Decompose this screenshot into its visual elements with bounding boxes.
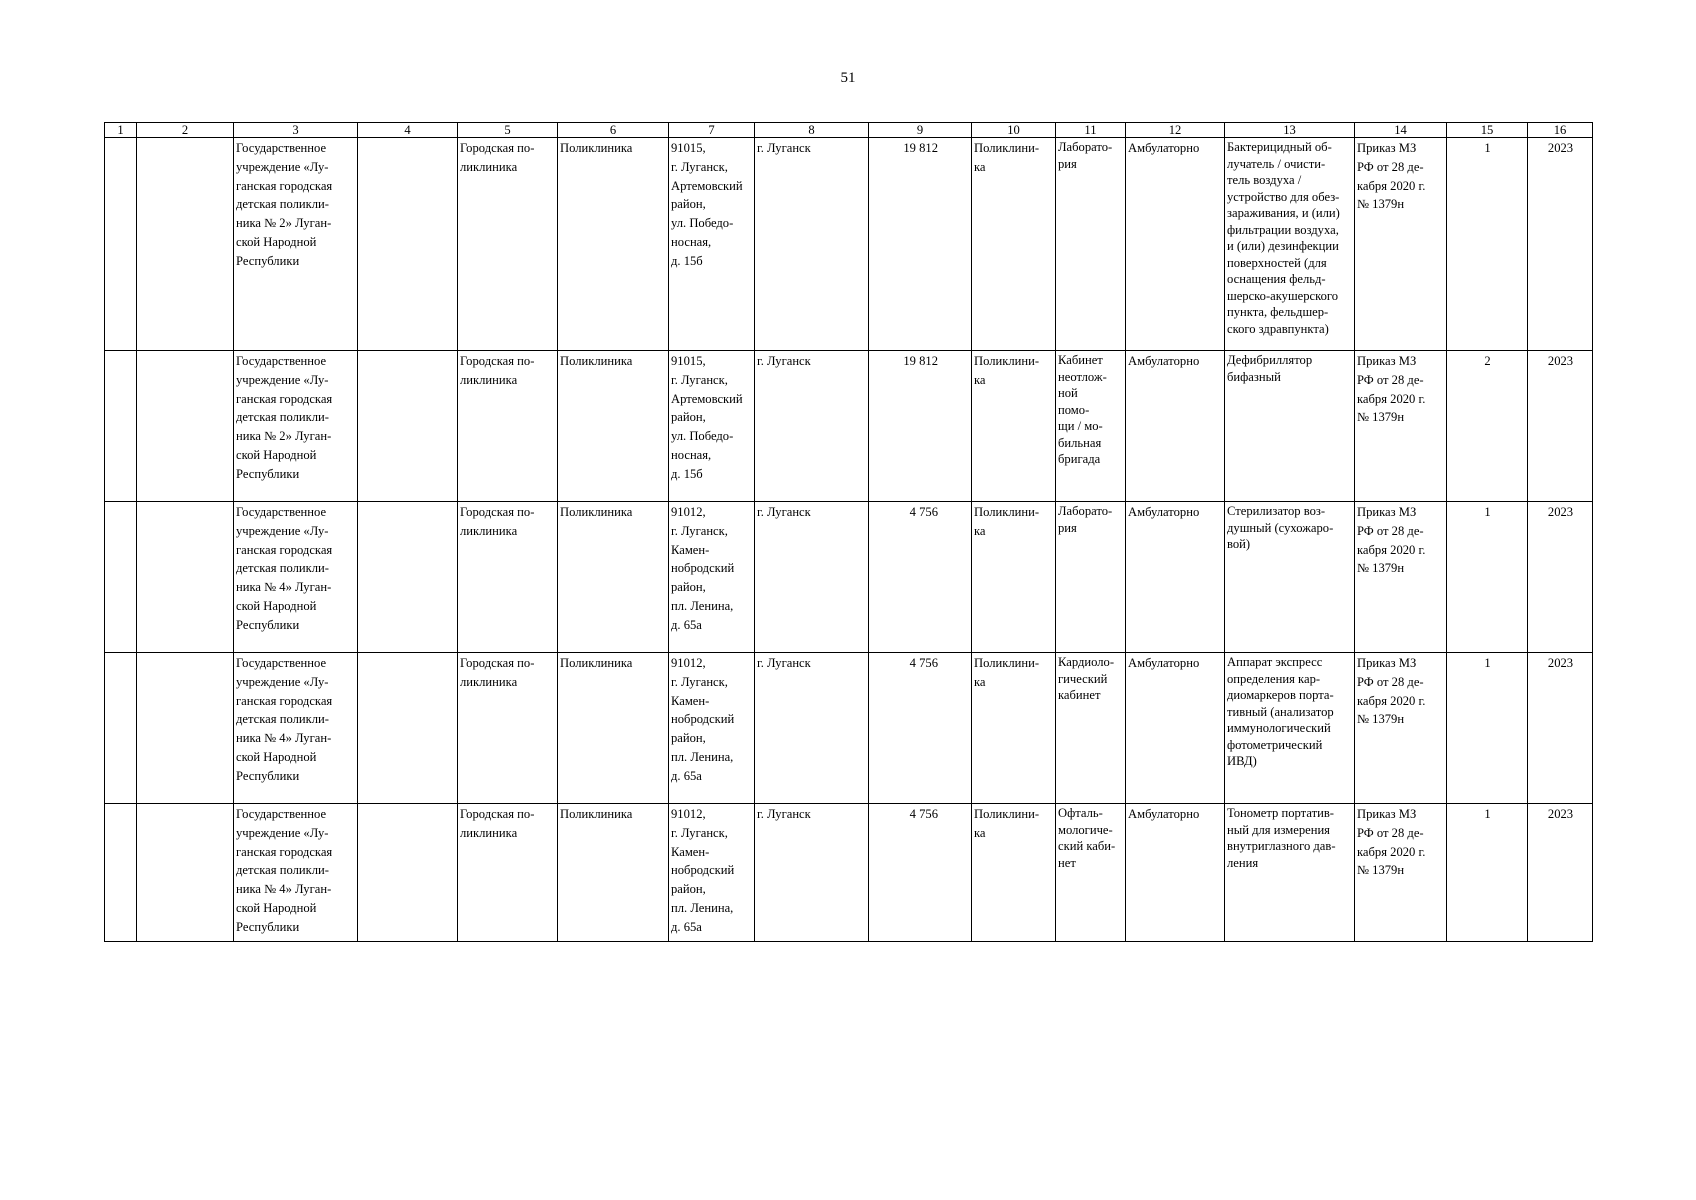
cell-col-7: 91015, г. Луганск, Артемовский район, ул. Победо- носная, д. 15б (669, 138, 755, 351)
cell-col-16: 2023 (1528, 351, 1593, 502)
cell-col-12: Амбулаторно (1126, 804, 1225, 942)
cell-col-5: Городская по- ликлиника (458, 502, 558, 653)
cell-col-1 (105, 502, 137, 653)
cell-col-2 (137, 351, 234, 502)
cell-col-15: 1 (1447, 653, 1528, 804)
cell-col-8: г. Луганск (755, 502, 869, 653)
cell-col-15: 1 (1447, 502, 1528, 653)
cell-col-10: Поликлини- ка (972, 502, 1056, 653)
cell-col-4 (358, 138, 458, 351)
cell-col-6: Поликлиника (558, 351, 669, 502)
cell-col-11: Лаборато- рия (1056, 138, 1126, 351)
cell-col-14: Приказ МЗ РФ от 28 де- кабря 2020 г. № 1379н (1355, 804, 1447, 942)
cell-col-3: Государственное учреждение «Лу- ганская городская детская поликли- ника № 4» Луган- ской Народной Республики (234, 804, 358, 942)
cell-col-12: Амбулаторно (1126, 502, 1225, 653)
cell-col-1 (105, 653, 137, 804)
cell-col-5: Городская по- ликлиника (458, 804, 558, 942)
column-number-7: 7 (669, 123, 755, 138)
cell-col-9: 4 756 (869, 653, 972, 804)
cell-col-10: Поликлини- ка (972, 138, 1056, 351)
cell-col-15: 1 (1447, 804, 1528, 942)
cell-col-9: 19 812 (869, 138, 972, 351)
cell-col-6: Поликлиника (558, 653, 669, 804)
cell-col-12: Амбулаторно (1126, 351, 1225, 502)
cell-col-1 (105, 351, 137, 502)
cell-col-1 (105, 138, 137, 351)
column-number-13: 13 (1225, 123, 1355, 138)
cell-col-13: Аппарат экспресс определения кар- диомаркеров порта- тивный (анализатор иммунологический фотометрический ИВД) (1225, 653, 1355, 804)
cell-col-4 (358, 653, 458, 804)
column-number-8: 8 (755, 123, 869, 138)
cell-col-12: Амбулаторно (1126, 653, 1225, 804)
column-number-4: 4 (358, 123, 458, 138)
equipment-table (104, 122, 1593, 942)
cell-col-11: Лаборато- рия (1056, 502, 1126, 653)
cell-col-13: Дефибриллятор бифазный (1225, 351, 1355, 502)
column-number-11: 11 (1056, 123, 1126, 138)
cell-col-10: Поликлини- ка (972, 804, 1056, 942)
cell-col-7: 91012, г. Луганск, Камен- нобродский район, пл. Ленина, д. 65а (669, 804, 755, 942)
cell-col-16: 2023 (1528, 804, 1593, 942)
cell-col-10: Поликлини- ка (972, 653, 1056, 804)
table-body (105, 138, 1593, 942)
cell-col-11: Кабинет неотлож- ной помо- щи / мо- бильная бригада (1056, 351, 1126, 502)
cell-col-6: Поликлиника (558, 138, 669, 351)
cell-col-16: 2023 (1528, 502, 1593, 653)
cell-col-6: Поликлиника (558, 804, 669, 942)
cell-col-16: 2023 (1528, 653, 1593, 804)
column-number-row (105, 123, 1593, 138)
cell-col-14: Приказ МЗ РФ от 28 де- кабря 2020 г. № 1379н (1355, 502, 1447, 653)
cell-col-1 (105, 804, 137, 942)
cell-col-7: 91012, г. Луганск, Камен- нобродский район, пл. Ленина, д. 65а (669, 653, 755, 804)
page-number: 51 (840, 70, 856, 86)
cell-col-14: Приказ МЗ РФ от 28 де- кабря 2020 г. № 1379н (1355, 351, 1447, 502)
cell-col-14: Приказ МЗ РФ от 28 де- кабря 2020 г. № 1379н (1355, 653, 1447, 804)
cell-col-5: Городская по- ликлиника (458, 351, 558, 502)
cell-col-5: Городская по- ликлиника (458, 138, 558, 351)
column-number-5: 5 (458, 123, 558, 138)
column-number-1: 1 (105, 123, 137, 138)
cell-col-13: Тонометр портатив- ный для измерения внутриглазного дав- ления (1225, 804, 1355, 942)
column-number-6: 6 (558, 123, 669, 138)
cell-col-3: Государственное учреждение «Лу- ганская городская детская поликли- ника № 2» Луган- ской Народной Республики (234, 351, 358, 502)
cell-col-15: 1 (1447, 138, 1528, 351)
cell-col-3: Государственное учреждение «Лу- ганская городская детская поликли- ника № 2» Луган- ской Народной Республики (234, 138, 358, 351)
column-number-10: 10 (972, 123, 1056, 138)
cell-col-3: Государственное учреждение «Лу- ганская городская детская поликли- ника № 4» Луган- ской Народной Республики (234, 502, 358, 653)
cell-col-4 (358, 502, 458, 653)
cell-col-2 (137, 138, 234, 351)
column-number-9: 9 (869, 123, 972, 138)
cell-col-2 (137, 653, 234, 804)
column-number-15: 15 (1447, 123, 1528, 138)
column-number-2: 2 (137, 123, 234, 138)
table-row (105, 804, 1593, 942)
cell-col-8: г. Луганск (755, 138, 869, 351)
cell-col-2 (137, 502, 234, 653)
cell-col-6: Поликлиника (558, 502, 669, 653)
table-row (105, 653, 1593, 804)
column-number-16: 16 (1528, 123, 1593, 138)
table-row (105, 138, 1593, 351)
cell-col-12: Амбулаторно (1126, 138, 1225, 351)
cell-col-3: Государственное учреждение «Лу- ганская городская детская поликли- ника № 4» Луган- ской Народной Республики (234, 653, 358, 804)
column-number-12: 12 (1126, 123, 1225, 138)
cell-col-13: Бактерицидный об- лучатель / очисти- тель воздуха / устройство для обез- зараживания, и (или) фильтрации воздуха, и (или) дезинфекции поверхностей (для оснащения фельд- шерско-акушерского пункта, фельдшер- ского здравпункта) (1225, 138, 1355, 351)
cell-col-4 (358, 351, 458, 502)
table-row (105, 351, 1593, 502)
cell-col-7: 91012, г. Луганск, Камен- нобродский район, пл. Ленина, д. 65а (669, 502, 755, 653)
cell-col-4 (358, 804, 458, 942)
cell-col-8: г. Луганск (755, 653, 869, 804)
cell-col-11: Кардиоло- гический кабинет (1056, 653, 1126, 804)
column-number-3: 3 (234, 123, 358, 138)
cell-col-2 (137, 804, 234, 942)
cell-col-15: 2 (1447, 351, 1528, 502)
cell-col-16: 2023 (1528, 138, 1593, 351)
cell-col-9: 19 812 (869, 351, 972, 502)
cell-col-11: Офталь- мологиче- ский каби- нет (1056, 804, 1126, 942)
column-number-14: 14 (1355, 123, 1447, 138)
cell-col-5: Городская по- ликлиника (458, 653, 558, 804)
cell-col-8: г. Луганск (755, 804, 869, 942)
cell-col-7: 91015, г. Луганск, Артемовский район, ул. Победо- носная, д. 15б (669, 351, 755, 502)
cell-col-14: Приказ МЗ РФ от 28 де- кабря 2020 г. № 1379н (1355, 138, 1447, 351)
cell-col-9: 4 756 (869, 804, 972, 942)
cell-col-10: Поликлини- ка (972, 351, 1056, 502)
cell-col-13: Стерилизатор воз- душный (сухожаро- вой) (1225, 502, 1355, 653)
cell-col-9: 4 756 (869, 502, 972, 653)
cell-col-8: г. Луганск (755, 351, 869, 502)
table-row (105, 502, 1593, 653)
